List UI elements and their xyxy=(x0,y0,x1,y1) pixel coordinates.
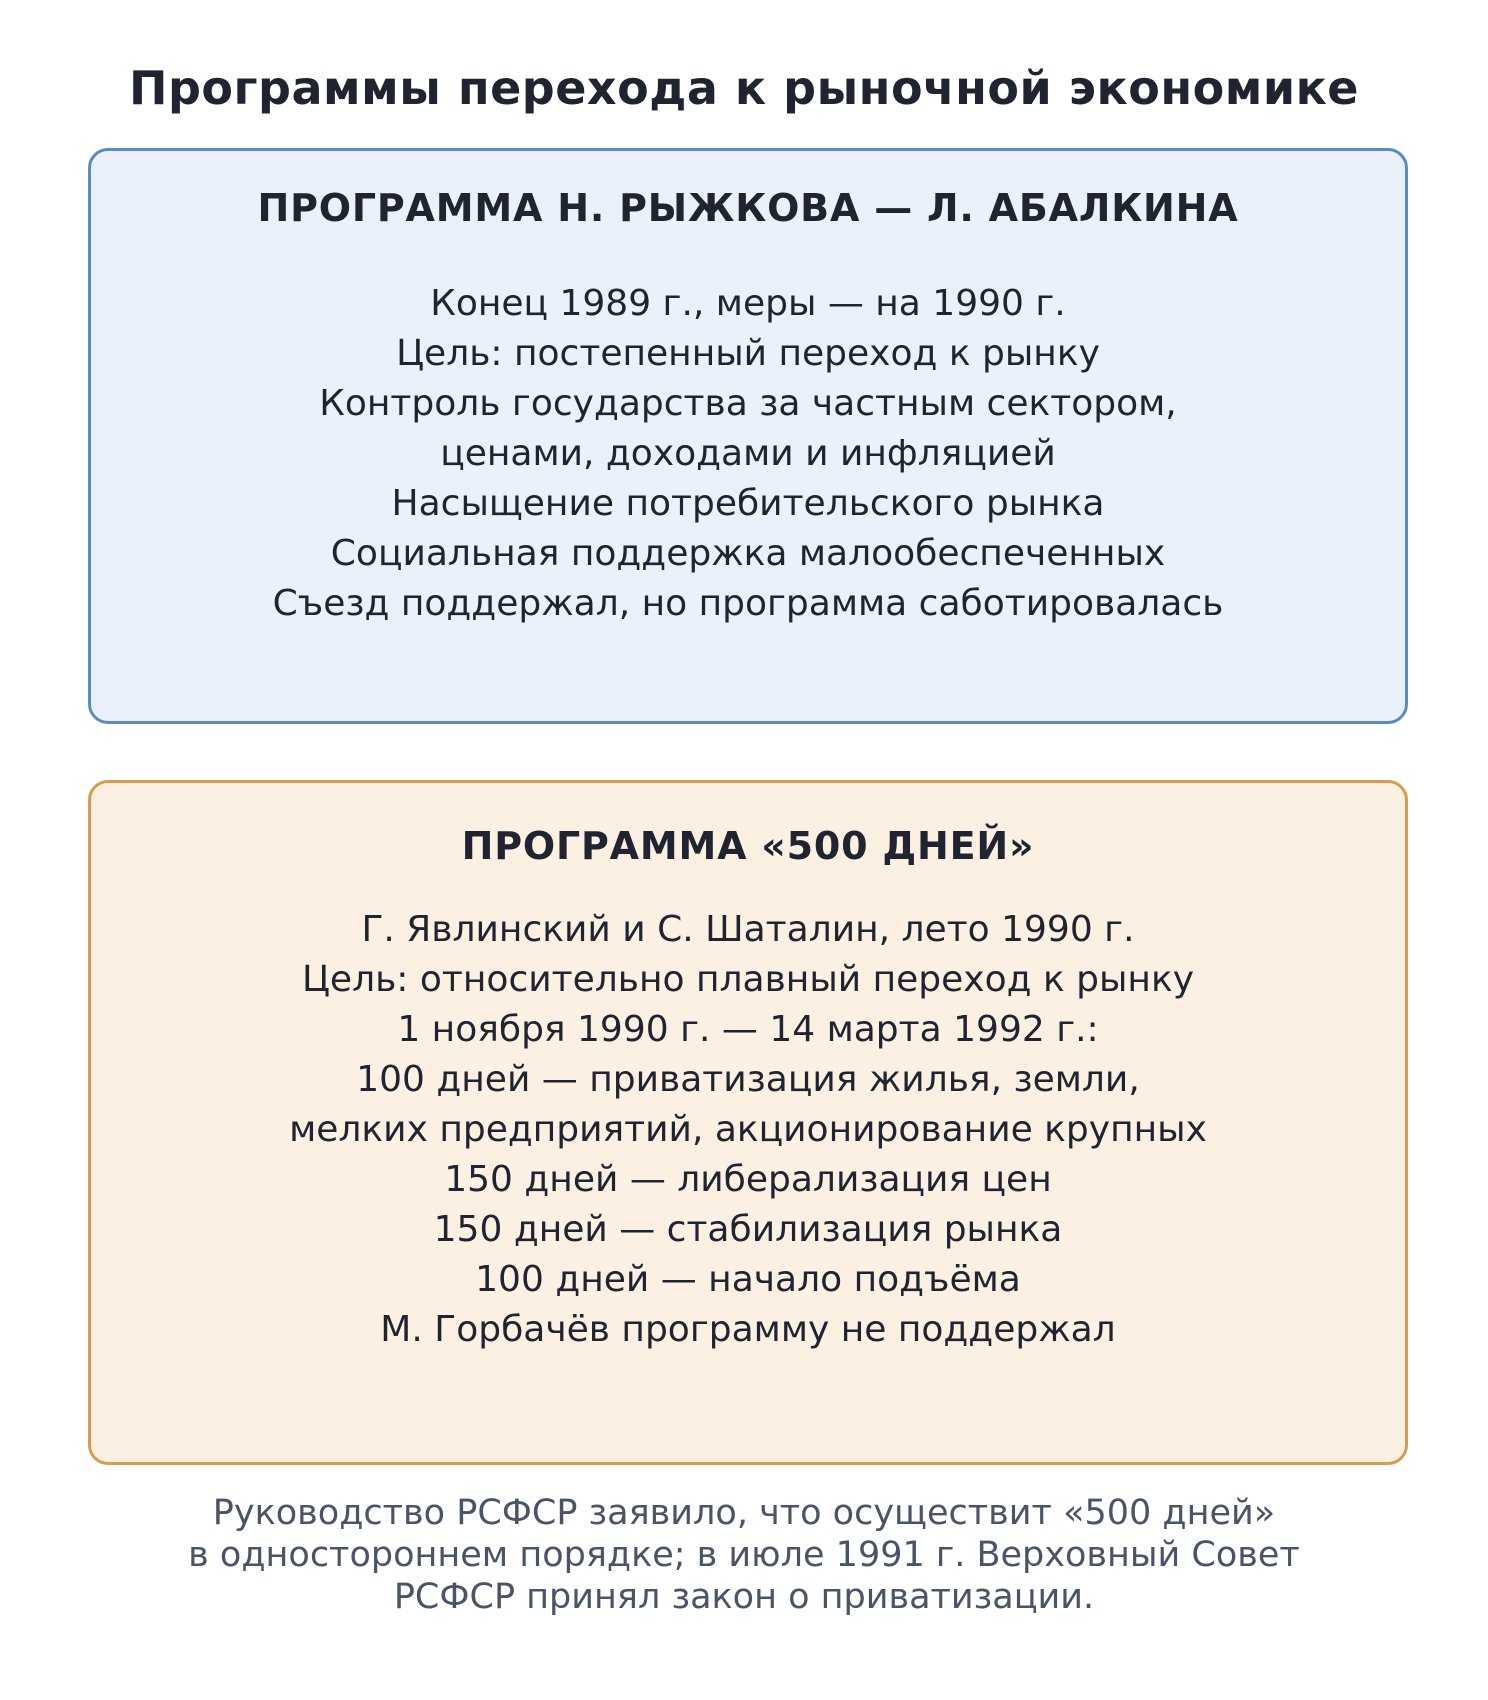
list-item: 150 дней — либерализация цен xyxy=(444,1159,1052,1200)
footnote-line: в одностороннем порядке; в июле 1991 г. Верховный Совет xyxy=(188,1535,1300,1575)
program-ryzhkov-abalkin-card xyxy=(88,148,1408,724)
list-item: Цель: постепенный переход к рынку xyxy=(396,333,1100,374)
program-ryzhkov-abalkin-list xyxy=(91,279,1405,629)
page-title: Программы перехода к рыночной экономике xyxy=(128,61,1359,115)
list-item: 1 ноября 1990 г. — 14 марта 1992 г.: xyxy=(397,1009,1099,1050)
program-500-days-heading: ПРОГРАММА «500 ДНЕЙ» xyxy=(461,824,1035,868)
footnote-line: Руководство РСФСР заявило, что осуществит «500 дней» xyxy=(212,1493,1276,1533)
list-item: Социальная поддержка малообеспеченных xyxy=(330,533,1166,574)
footnote-line: РСФСР принял закон о приватизации. xyxy=(393,1577,1095,1617)
list-item: 150 дней — стабилизация рынка xyxy=(433,1209,1063,1250)
list-item: ценами, доходами и инфляцией xyxy=(440,433,1056,474)
list-item: Контроль государства за частным сектором, xyxy=(319,383,1177,424)
list-item: Съезд поддержал, но программа саботировалась xyxy=(272,583,1224,624)
list-item: Г. Явлинский и С. Шаталин, лето 1990 г. xyxy=(361,909,1135,950)
list-item: Насыщение потребительского рынка xyxy=(391,483,1105,524)
list-item: мелких предприятий, акционирование крупных xyxy=(289,1109,1207,1150)
list-item: М. Горбачёв программу не поддержал xyxy=(380,1309,1116,1350)
program-ryzhkov-abalkin-heading: ПРОГРАММА Н. РЫЖКОВА — Л. АБАЛКИНА xyxy=(257,186,1239,230)
program-500-days-card xyxy=(88,780,1408,1465)
program-500-days-list xyxy=(91,905,1405,1355)
list-item: 100 дней — приватизация жилья, земли, xyxy=(356,1059,1140,1100)
list-item: 100 дней — начало подъёма xyxy=(475,1259,1021,1300)
footnote xyxy=(0,1492,1488,1618)
list-item: Конец 1989 г., меры — на 1990 г. xyxy=(430,283,1066,324)
list-item: Цель: относительно плавный переход к рынку xyxy=(301,959,1195,1000)
